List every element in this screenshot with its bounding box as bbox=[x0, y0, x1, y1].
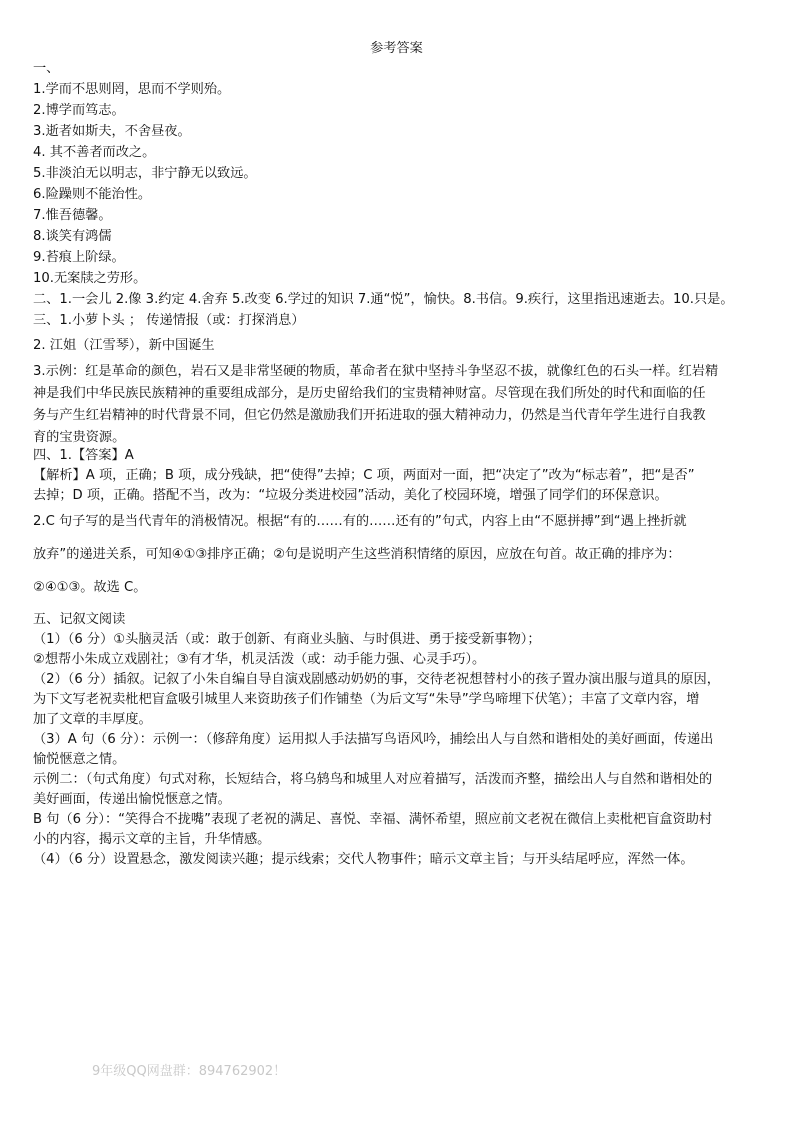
paragraph-line: B 句（6 分）：“笑得合不拢嘴”表现了老祝的满足、喜悦、幸福、满怀希望，照应前文老祝在微信上卖枇杷盲盒资助村 bbox=[33, 812, 713, 827]
paragraph-line: 神是我们中华民族民族精神的重要组成部分，是历史留给我们的宝贵精神财富。尽管现在我们所处的时代和面临的任 bbox=[33, 386, 706, 401]
page-title: 参考答案 bbox=[370, 41, 423, 56]
answer-line: 9.苔痕上阶绿。 bbox=[33, 250, 125, 265]
answer-line: 4. 其不善者而改之。 bbox=[33, 145, 156, 160]
paragraph-line: 示例二：（句式角度）句式对称，长短结合，将乌鸫鸟和城里人对应着描写，活泼而齐整，描绘出人与自然和谐相处的 bbox=[33, 772, 713, 787]
section-2-answers: 二、1.一会儿 2.像 3.约定 4.舍弃 5.改变 6.学过的知识 7.通“悦”，愉快。8.书信。9.疾行，这里指迅速逝去。10.只是。 bbox=[33, 292, 734, 307]
paragraph-line: 【解析】A 项，正确；B 项，成分残缺，把“使得”去掉；C 项，两面对一面，把“决定了”改为“标志着”，把“是否” bbox=[33, 468, 695, 483]
paragraph-line: 务与产生红岩精神的时代背景不同，但它仍然是激励我们开拓进取的强大精神动力，仍然是当代青年学生进行自我教 bbox=[33, 408, 706, 423]
paragraph-line: 愉悦惬意之情。 bbox=[33, 752, 126, 767]
section-heading-5: 五、记叙文阅读 bbox=[33, 612, 126, 627]
section-3-answers: 三、1.小萝卜头 ； 传递情报（或：打探消息） bbox=[33, 313, 305, 328]
paragraph-line: 加了文章的丰厚度。 bbox=[33, 712, 152, 727]
paragraph-line: 为下文写老祝卖枇杷盲盒吸引城里人来资助孩子们作铺垫（为后文写“朱导”学鸟啼埋下伏笔）；丰富了文章内容，增 bbox=[33, 692, 700, 707]
answer-line: 5.非淡泊无以明志，非宁静无以致远。 bbox=[33, 166, 257, 181]
paragraph-line: （4）（6 分）设置悬念，激发阅读兴趣；提示线索；交代人物事件；暗示文章主旨；与开头结尾呼应，浑然一体。 bbox=[33, 852, 694, 867]
answer-line: 10.无案牍之劳形。 bbox=[33, 271, 147, 286]
paragraph-line: 2.C 句子写的是当代青年的消极情况。根据“有的……有的……还有的”句式，内容上由“不愿拼搏”到“遇上挫折就 bbox=[33, 514, 687, 529]
answer-line: 3.逝者如斯夫，不舍昼夜。 bbox=[33, 124, 191, 139]
section-heading-4: 四、1.【答案】A bbox=[33, 448, 134, 463]
paragraph-line: 3.示例：红是革命的颜色，岩石又是非常坚硬的物质，革命者在狱中坚持斗争坚忍不拔，就像红色的石头一样。红岩精 bbox=[33, 364, 719, 379]
paragraph-line: ②想帮小朱成立戏剧社；③有才华，机灵活泼（或：动手能力强、心灵手巧）。 bbox=[33, 652, 486, 667]
paragraph-line: （2）（6 分）插叙。记叙了小朱自编自导自演戏剧感动奶奶的事，交待老祝想替村小的孩子置办演出服与道具的原因， bbox=[33, 672, 720, 687]
paragraph-line: 小的内容，揭示文章的主旨，升华情感。 bbox=[33, 832, 271, 847]
paragraph-line: （1）（6 分）①头脑灵活（或：敢于创新、有商业头脑、与时俱进、勇于接受新事物）； bbox=[33, 632, 541, 647]
answer-line: 8.谈笑有鸿儒 bbox=[33, 229, 112, 244]
paragraph-line: 放弃”的递进关系，可知④①③排序正确；②句是说明产生这些消积情绪的原因，应放在句首。故正确的排序为： bbox=[33, 547, 681, 562]
section-heading-1: 一、 bbox=[33, 61, 60, 76]
watermark-footer: 9年级QQ网盘群：894762902！ bbox=[92, 1064, 287, 1079]
paragraph-line: （3）A 句（6 分）：示例一：（修辞角度）运用拟人手法描写鸟语风吟，捕绘出人与自然和谐相处的美好画面，传递出 bbox=[33, 732, 714, 747]
paragraph-line: 育的宝贵资源。 bbox=[33, 430, 126, 445]
answer-line: 1.学而不思则罔，思而不学则殆。 bbox=[33, 82, 231, 97]
answer-line: 2.博学而笃志。 bbox=[33, 103, 125, 118]
paragraph-line: 去掉；D 项，正确。搭配不当，改为：“垃圾分类进校园”活动，美化了校园环境，增强了同学们的环保意识。 bbox=[33, 488, 668, 503]
paragraph-line: ②④①③。故选 C。 bbox=[33, 580, 147, 595]
paragraph-line: 美好画面，传递出愉悦惬意之情。 bbox=[33, 792, 231, 807]
answer-line: 6.险躁则不能治性。 bbox=[33, 187, 152, 202]
answer-line: 7.惟吾德馨。 bbox=[33, 208, 112, 223]
answer-line: 2. 江姐（江雪琴），新中国诞生 bbox=[33, 338, 215, 353]
